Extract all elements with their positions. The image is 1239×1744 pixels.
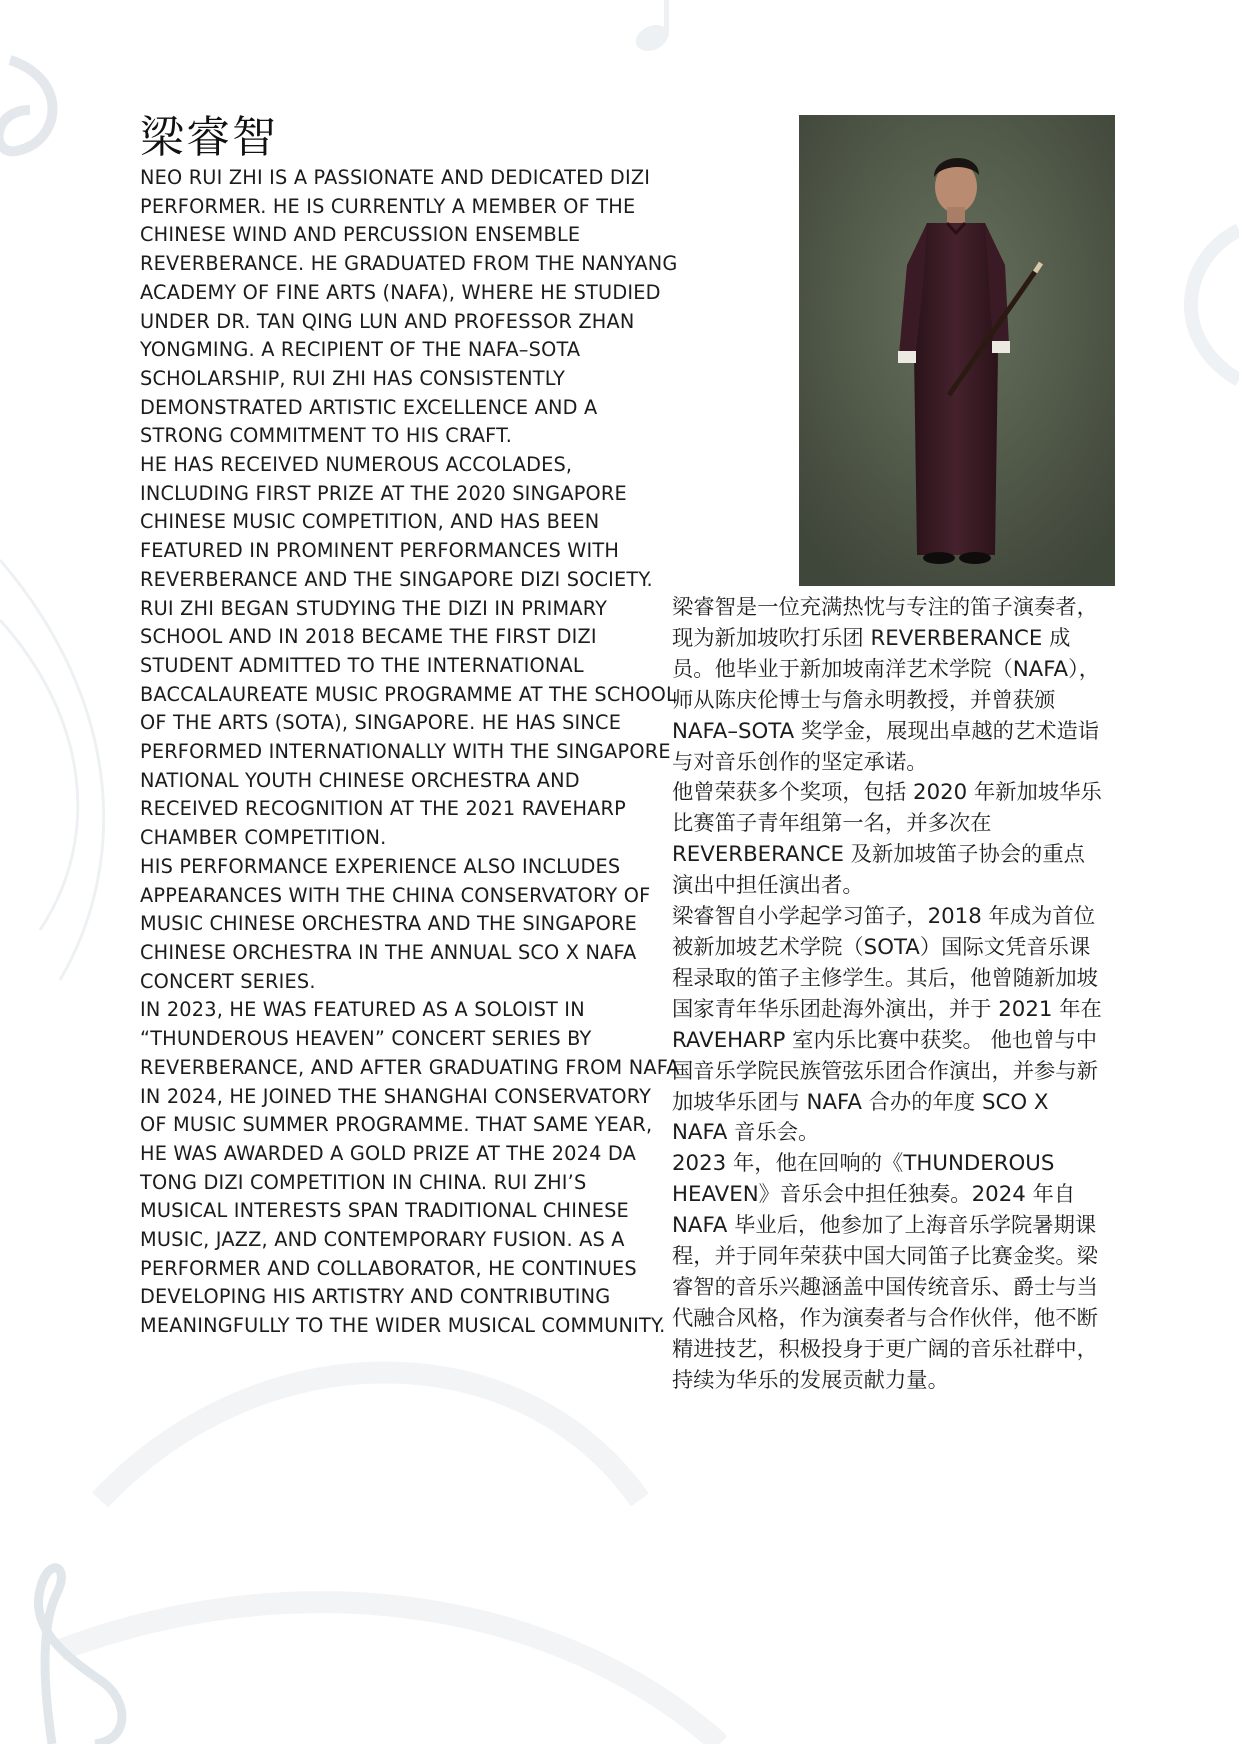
english-bio-paragraph: HIS PERFORMANCE EXPERIENCE ALSO INCLUDES APPEARANCES WITH THE CHINA CONSERVATORY OF MUSIC CHINESE ORCHESTRA AND THE SINGAPORE CHINESE ORCHESTRA IN THE ANNUAL SCO X NAFA CONCERT SERIES. [140, 854, 651, 993]
chinese-biography [672, 593, 1104, 1397]
english-bio-paragraph: NEO RUI ZHI IS A PASSIONATE AND DEDICATED DIZI PERFORMER. HE IS CURRENTLY A MEMBER OF THE CHINESE WIND AND PERCUSSION ENSEMBLE REVERBERANCE. HE GRADUATED FROM THE NANYANG ACADEMY OF FINE ARTS (NAFA), WHERE HE STUDIED UNDER DR. TAN QING LUN AND PROFESSOR ZHAN YONGMING. A RECIPIENT OF THE NAFA–SOTA SCHOLARSHIP, RUI ZHI HAS CONSISTENTLY DEMONSTRATED ARTISTIC EXCELLENCE AND A STRONG COMMITMENT TO HIS CRAFT. [140, 166, 678, 448]
english-bio-paragraph: HE HAS RECEIVED NUMEROUS ACCOLADES, INCLUDING FIRST PRIZE AT THE 2020 SINGAPORE CHINESE MUSIC COMPETITION, AND HAS BEEN FEATURED IN PROMINENT PERFORMANCES WITH REVERBERANCE AND THE SINGAPORE DIZI SOCIETY. [140, 453, 653, 591]
performer-name-title: 梁睿智 [140, 112, 278, 163]
chinese-bio-paragraph: 2023 年，他在回响的《THUNDEROUS HEAVEN》音乐会中担任独奏。2024 年自 NAFA 毕业后，他参加了上海音乐学院暑期课程，并于同年荣获中国大同笛子比赛金奖。梁睿智的音乐兴趣涵盖中国传统音乐、爵士与当代融合风格，作为演奏者与合作伙伴，他不断精进技艺，积极投身于更广阔的音乐社群中，持续为华乐的发展贡献力量。 [672, 1151, 1098, 1393]
english-bio-paragraph: RUI ZHI BEGAN STUDYING THE DIZI IN PRIMARY SCHOOL AND IN 2018 BECAME THE FIRST DIZI STUDENT ADMITTED TO THE INTERNATIONAL BACCALAUREATE MUSIC PROGRAMME AT THE SCHOOL OF THE ARTS (SOTA), SINGAPORE. HE HAS SINCE PERFORMED INTERNATIONALLY WITH THE SINGAPORE NATIONAL YOUTH CHINESE ORCHESTRA AND RECEIVED RECOGNITION AT THE 2021 RAVEHARP CHAMBER COMPETITION. [140, 596, 677, 850]
portrait-photo [799, 115, 1115, 586]
english-biography [140, 164, 680, 1341]
english-bio-paragraph: IN 2023, HE WAS FEATURED AS A SOLOIST IN “THUNDEROUS HEAVEN” CONCERT SERIES BY REVERBERANCE, AND AFTER GRADUATING FROM NAFA IN 2024, HE JOINED THE SHANGHAI CONSERVATORY OF MUSIC SUMMER PROGRAMME. THAT SAME YEAR, HE WAS AWARDED A GOLD PRIZE AT THE 2024 DA TONG DIZI COMPETITION IN CHINA. RUI ZHI’S MUSICAL INTERESTS SPAN TRADITIONAL CHINESE MUSIC, JAZZ, AND CONTEMPORARY FUSION. AS A PERFORMER AND COLLABORATOR, HE CONTINUES DEVELOPING HIS ARTISTRY AND CONTRIBUTING MEANINGFULLY TO THE WIDER MUSICAL COMMUNITY. [140, 998, 680, 1338]
chinese-bio-paragraph: 梁睿智是一位充满热忱与专注的笛子演奏者，现为新加坡吹打乐团 REVERBERANCE 成员。他毕业于新加坡南洋艺术学院（NAFA），师从陈庆伦博士与詹永明教授，并曾获颁 NAFA–SOTA 奖学金，展现出卓越的艺术造诣与对音乐创作的坚定承诺。 [672, 595, 1101, 775]
chinese-bio-paragraph: 他曾荣获多个奖项，包括 2020 年新加坡华乐比赛笛子青年组第一名，并多次在 REVERBERANCE 及新加坡笛子协会的重点演出中担任演出者。 [672, 780, 1102, 899]
chinese-bio-paragraph: 梁睿智自小学起学习笛子，2018 年成为首位被新加坡艺术学院（SOTA）国际文凭音乐课程录取的笛子主修学生。其后，他曾随新加坡国家青年华乐团赴海外演出，并于 2021 年在 RAVEHARP 室内乐比赛中获奖。 他也曾与中国音乐学院民族管弦乐团合作演出，并参与新加坡华乐团与 NAFA 合办的年度 SCO X NAFA 音乐会。 [672, 904, 1102, 1146]
